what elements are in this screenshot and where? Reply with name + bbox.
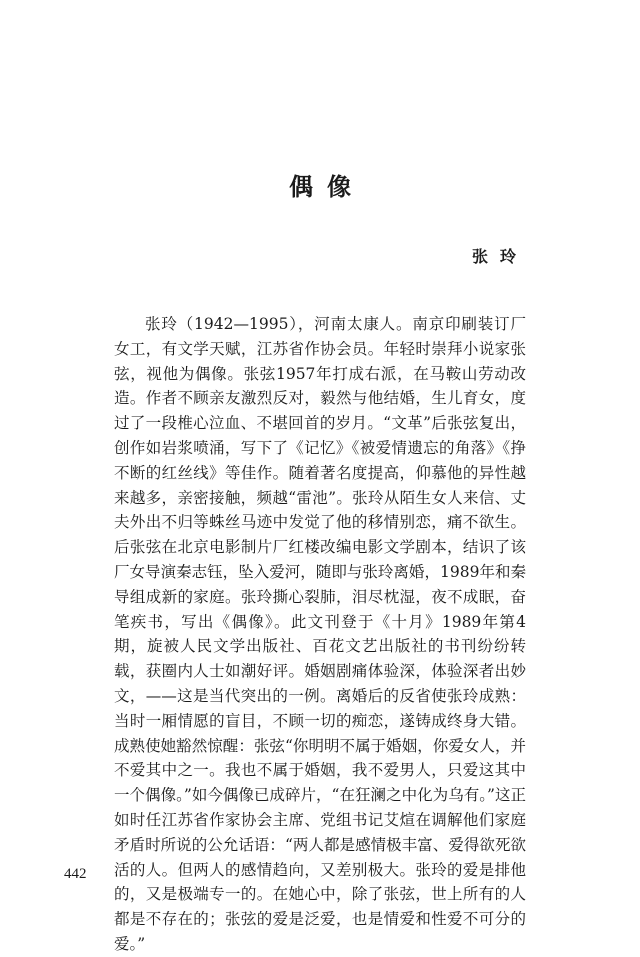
author-name: 张玲: [471, 247, 528, 266]
body-paragraph: 张玲（1942—1995），河南太康人。南京印刷装订厂女工，有文学天赋，江苏省作协会员。年轻时崇拜小说家张弦，视他为偶像。张弦1957年打成右派，在马鞍山劳动改造。作者不顾亲友激烈反对，毅然与他结婚，生儿育女，度过了一段椎心泣血、不堪回首的岁月。“文革”后张弦复出，创作如岩浆喷涌，写下了《记忆》《被爱情遗忘的角落》《挣不断的红丝线》等佳作。随着著名度提高，仰慕他的异性越来越多，亲密接触，频越“雷池”。张玲从陌生女人来信、丈夫外出不归等蛛丝马迹中发觉了他的移情别恋，痛不欲生。后张弦在北京电影制片厂红楼改编电影文学剧本，结识了该厂女导演秦志钰，坠入爱河，随即与张玲离婚，1989年和秦导组成新的家庭。张玲撕心裂肺，泪尽枕湿，夜不成眠，奋笔疾书，写出《偶像》。此文刊登于《十月》1989年第4期，旋被人民文学出版社、百花文艺出版社的书刊纷纷转载，获圈内人士如潮好评。婚姻剧痛体验深，体验深者出妙文，——这是当代突出的一例。离婚后的反省使张玲成熟：当时一厢情愿的盲目，不顾一切的痴恋，遂铸成终身大错。成熟使她豁然惊醒：张弦“你明明不属于婚姻，你爱女人，并不爱其中之一。我也不属于婚姻，我不爱男人，只爱这其中一个偶像。”如今偶像已成碎片，“在狂澜之中化为乌有。”这正如时任江苏省作家协会主席、党组书记艾煊在调解他们家庭矛盾时所说的公允话语：“两人都是感情极丰富、爱得欲死欲活的人。但两人的感情趋向，又差别极大。张玲的爱是排他的，又是极端专一的。在她心中，除了张弦，世上所有的人都是不存在的；张弦的爱是泛爱，也是情爱和性爱不可分的爱。”: [114, 315, 526, 953]
page-number: 442: [64, 866, 87, 882]
article-title: 偶像: [289, 172, 365, 201]
